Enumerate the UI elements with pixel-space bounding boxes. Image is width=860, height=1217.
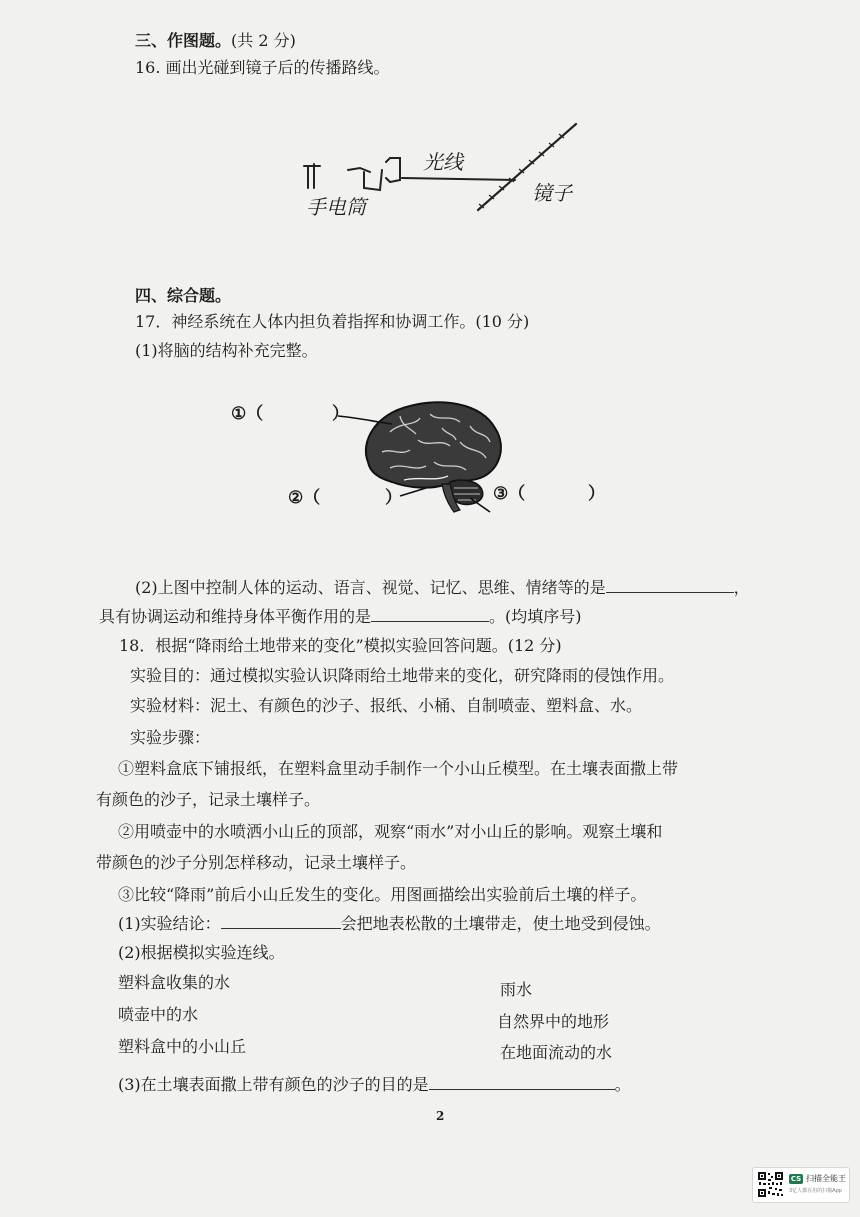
q18-step1-line2: 有颜色的沙子，记录土壤样子。 — [96, 790, 321, 809]
brain-label-3-close: ） — [588, 484, 605, 504]
scanner-app-name: 扫描全能王 — [806, 1174, 846, 1183]
match-left-item-3[interactable]: 塑料盒中的小山丘 — [118, 1037, 247, 1056]
flashlight-label: 手电筒 — [306, 195, 366, 219]
pointer-line-2 — [400, 488, 426, 496]
flashlight-body — [304, 164, 320, 188]
brain-label-1-open: ①（ — [231, 404, 264, 424]
q18-part3: (3)在土壤表面撒上带有颜色的沙子的目的是 。 — [118, 1075, 631, 1094]
question-18: 18．根据“降雨给土地带来的变化”模拟实验回答问题。(12 分) — [119, 636, 562, 655]
flashlight-head — [348, 158, 400, 190]
qr-code-icon — [757, 1171, 784, 1198]
ray-label: 光线 — [423, 150, 463, 174]
q18-step3: ③比较“降雨”前后小山丘发生的变化。用图画描绘出实验前后土壤的样子。 — [118, 885, 647, 904]
section3-heading: 三、作图题。(共 2 分) — [135, 31, 296, 50]
match-left-item-2[interactable]: 喷壶中的水 — [118, 1005, 199, 1024]
q17-part2-line1: (2)上图中控制人体的运动、语言、视觉、记忆、思维、情绪等的是 ， — [135, 578, 750, 597]
scanner-tagline: 3亿人都在用的扫描App — [789, 1188, 842, 1194]
match-right-item-2[interactable]: 自然界中的地形 — [497, 1012, 610, 1031]
answer-blank-2[interactable] — [371, 607, 489, 622]
question-17: 17．神经系统在人体内担负着指挥和协调工作。(10 分) — [135, 312, 530, 331]
q18-step2-line2: 带颜色的沙子分别怎样移动，记录土壤样子。 — [96, 853, 417, 872]
section4-heading: 四、综合题。 — [135, 286, 232, 305]
answer-blank-4[interactable] — [429, 1075, 615, 1090]
brain-label-2-close: ） — [385, 488, 402, 508]
q18-match-title: (2)根据模拟实验连线。 — [118, 943, 285, 962]
q18-materials: 实验材料：泥土、有颜色的沙子、报纸、小桶、自制喷壶、塑料盒、水。 — [130, 696, 643, 715]
brain-label-1-close: ） — [332, 404, 349, 424]
question-16: 16. 画出光碰到镜子后的传播路线。 — [135, 58, 390, 77]
q18-steps-title: 实验步骤： — [130, 728, 211, 747]
answer-blank-1[interactable] — [606, 578, 734, 593]
scanner-watermark — [752, 1167, 850, 1203]
brain-label-2-open: ②（ — [288, 488, 321, 508]
match-left-item-1[interactable]: 塑料盒收集的水 — [118, 973, 231, 992]
camscanner-logo-icon: CS — [790, 1175, 802, 1183]
mirror-label: 镜子 — [532, 181, 572, 205]
q18-step2-line1: ②用喷壶中的水喷洒小山丘的顶部，观察“雨水”对小山丘的影响。观察土壤和 — [118, 822, 663, 841]
brain-cerebrum — [366, 402, 501, 487]
brain-label-3-open: ③（ — [493, 484, 526, 504]
match-right-item-1[interactable]: 雨水 — [500, 980, 533, 999]
match-right-item-3[interactable]: 在地面流动的水 — [500, 1043, 613, 1062]
q17-part2-line2: 具有协调运动和维持身体平衡作用的是 。(均填序号) — [99, 607, 582, 626]
page-number: 2 — [436, 1109, 445, 1123]
answer-blank-3[interactable] — [221, 914, 341, 929]
q18-purpose: 实验目的：通过模拟实验认识降雨给土地带来的变化，研究降雨的侵蚀作用。 — [130, 666, 675, 685]
q17-part1: (1)将脑的结构补充完整。 — [135, 341, 318, 360]
q18-conclusion: (1)实验结论： 会把地表松散的土壤带走，使土地受到侵蚀。 — [118, 914, 661, 933]
light-ray — [402, 178, 515, 180]
q18-step1-line1: ①塑料盒底下铺报纸，在塑料盒里动手制作一个小山丘模型。在土壤表面撒上带 — [118, 759, 679, 778]
